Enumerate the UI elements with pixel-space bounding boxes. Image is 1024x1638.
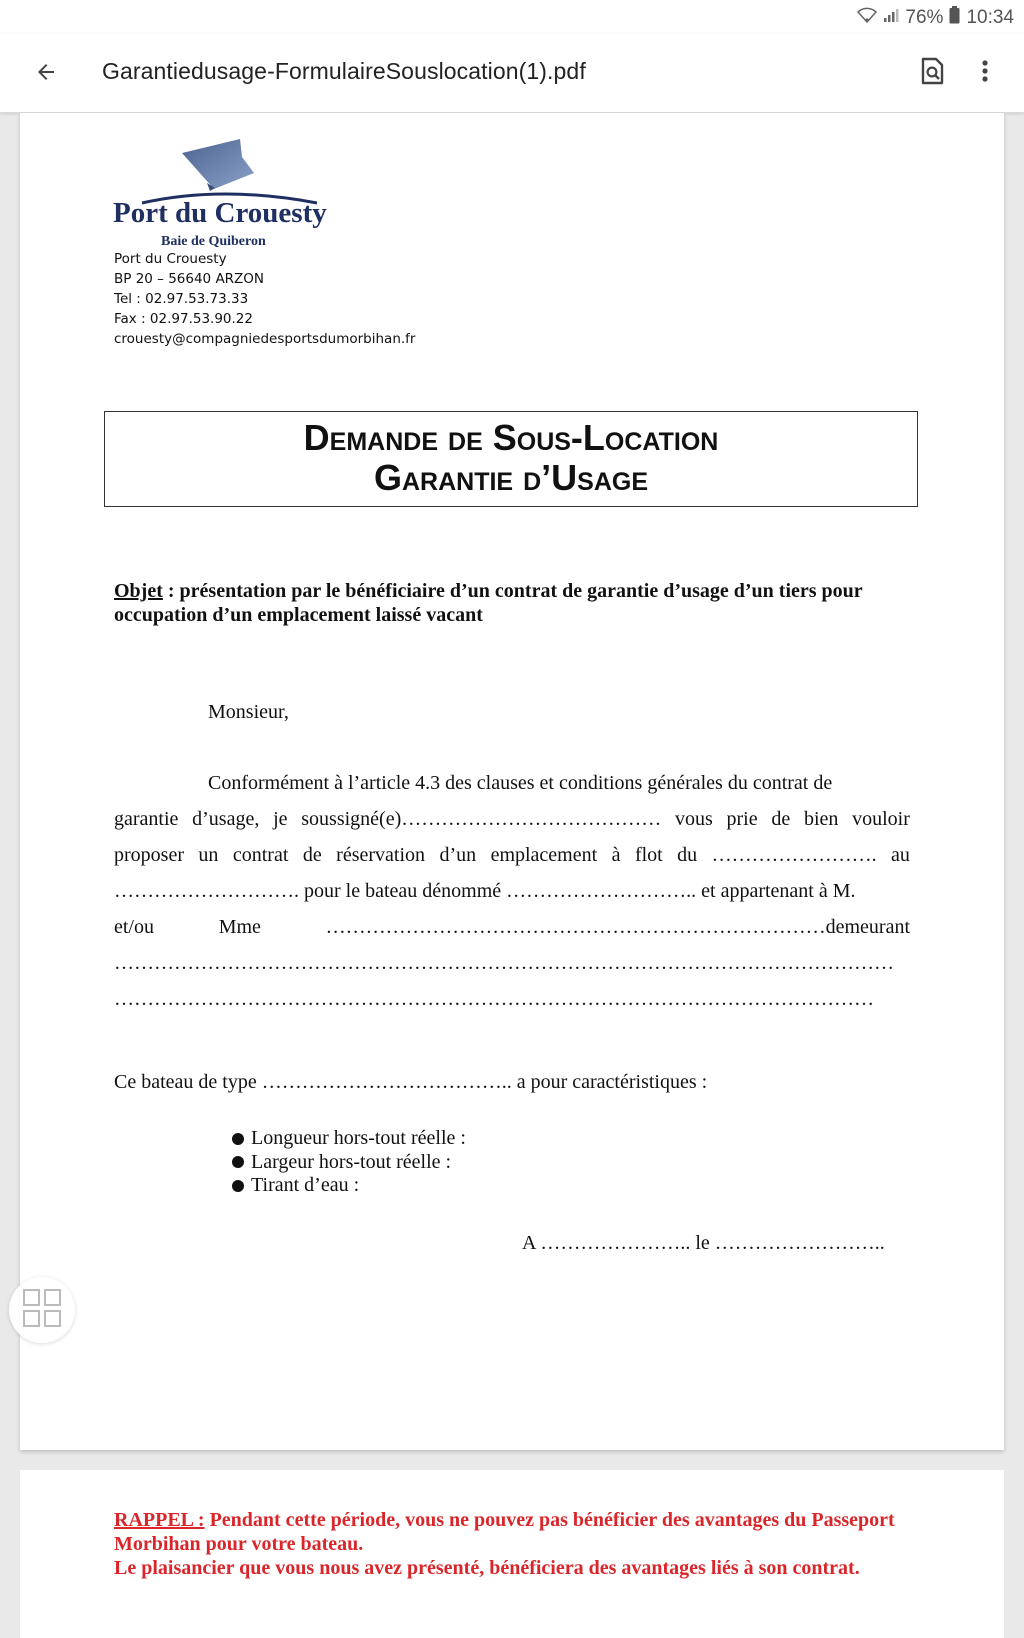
file-name: Garantiedusage-FormulaireSouslocation(1).pdf [102, 58, 586, 84]
paragraph-word: un [198, 844, 219, 866]
battery-percent: 76% [905, 7, 944, 28]
paragraph-word: ………………………. pour le bateau dénommé ……………………….. et appartenant à M. [114, 880, 856, 902]
objet-paragraph [114, 579, 914, 627]
status-bar-right [857, 6, 1014, 30]
find-in-document-button[interactable] [912, 52, 954, 94]
paragraph-word: de [302, 844, 322, 866]
app-bar [0, 34, 1024, 113]
email-line: crouesty@compagniedesportsdumorbihan.fr [114, 331, 416, 347]
paragraph-word: je [273, 808, 288, 830]
paragraph-line: …………………………………………………………………………………………………… [114, 988, 874, 1010]
paragraph-line: ……………………………………………………………………………………………………… [114, 952, 894, 974]
address-line: BP 20 – 56640 ARZON [114, 271, 265, 287]
paragraph-word: à [611, 844, 621, 866]
bullet-icon [232, 1180, 244, 1192]
list-item: Tirant d’eau : [232, 1174, 466, 1198]
objet-text: : présentation par le bénéficiaire d’un contrat de garantie d’usage d’un tiers pour occupation d’un emplacement laissé vacant [114, 580, 863, 626]
rappel-text-2: Le plaisancier que vous nous avez présenté, bénéficiera des avantages liés à son contrat. [114, 1557, 860, 1579]
paragraph-word: bien [803, 808, 839, 830]
address-line: Fax : 02.97.53.90.22 [114, 311, 253, 327]
paragraph-word: réservation [336, 844, 426, 866]
rappel-label: RAPPEL : [114, 1509, 205, 1531]
paragraph-word: proposer [114, 844, 184, 866]
paragraph-word: ……………………. [711, 844, 877, 866]
paragraph-word: prie [726, 808, 758, 830]
list-item: Largeur hors-tout réelle : [232, 1151, 466, 1175]
more-vert-icon [981, 59, 989, 88]
paragraph-word: vous [674, 808, 713, 830]
boat-type-line: Ce bateau de type ……………………………….. a pour caractéristiques : [114, 1071, 708, 1093]
paragraph-line [114, 916, 910, 939]
back-button[interactable] [26, 54, 66, 94]
paragraph-word: de [771, 808, 791, 830]
paragraph-word: …………………………………………………………………demeurant [325, 916, 910, 938]
objet-label: Objet [114, 580, 163, 602]
address-line: Port du Crouesty [114, 251, 227, 267]
back-arrow-icon [34, 60, 58, 89]
paragraph-word: soussigné(e)………………………………… [301, 808, 662, 830]
find-in-document-icon [920, 57, 946, 90]
signal-icon [883, 7, 899, 29]
place-date-line: A ………………….. le …………………….. [522, 1232, 885, 1254]
bullet-icon [232, 1156, 244, 1168]
paragraph-word: Mme [218, 916, 261, 938]
paragraph-word: au [891, 844, 910, 866]
more-options-button[interactable] [965, 52, 1005, 94]
bullet-icon [232, 1133, 244, 1145]
rappel-notice [114, 1508, 974, 1580]
document-title-box [104, 411, 918, 507]
salutation: Monsieur, [208, 701, 289, 723]
paragraph-word: du [677, 844, 698, 866]
document-title-line1: Demande de Sous-Location [303, 417, 719, 458]
grid-view-icon [22, 1288, 62, 1333]
status-bar [0, 0, 1024, 34]
paragraph-word: emplacement [490, 844, 598, 866]
paragraph-word: contrat [232, 844, 289, 866]
paragraph-line [114, 844, 910, 867]
clock: 10:34 [966, 7, 1014, 28]
logo-name: Port du Crouesty [113, 197, 327, 229]
pdf-page-1 [20, 113, 1004, 1450]
paragraph-word: flot [634, 844, 663, 866]
wifi-icon [857, 7, 877, 29]
pdf-page-2 [20, 1470, 1004, 1638]
characteristics-list [232, 1127, 466, 1198]
paragraph-line [114, 880, 910, 903]
address-line: Tel : 02.97.53.73.33 [114, 291, 249, 307]
paragraph-word: garantie [114, 808, 179, 830]
paragraph-line: Conformément à l’article 4.3 des clauses et conditions générales du contrat de [208, 772, 833, 794]
paragraph-word: d’usage, [192, 808, 260, 830]
paragraph-word: et/ou [114, 916, 154, 938]
paragraph-word: vouloir [852, 808, 910, 830]
paragraph-word: d’un [439, 844, 477, 866]
list-item: Longueur hors-tout réelle : [232, 1127, 466, 1151]
document-title-line2: Garantie d’Usage [373, 457, 649, 498]
rappel-text: Pendant cette période, vous ne pouvez pas bénéficier des avantages du Passeport Morbihan pour votre bateau. [114, 1509, 895, 1555]
paragraph-line [114, 808, 910, 831]
page-grid-button[interactable] [9, 1277, 75, 1343]
battery-icon [949, 6, 960, 30]
logo-subtitle: Baie de Quiberon [161, 234, 266, 249]
